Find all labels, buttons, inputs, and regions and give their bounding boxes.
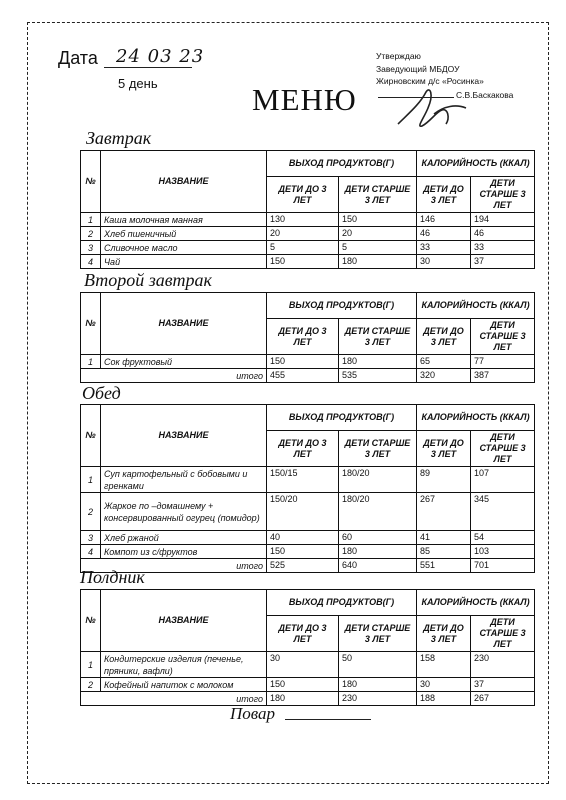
col-calories-over3: ДЕТИ СТАРШЕ 3 ЛЕТ (471, 431, 535, 467)
output-over3: 60 (339, 531, 417, 545)
col-name-header: НАЗВАНИЕ (101, 405, 267, 467)
section-snack-title: Полдник (80, 567, 145, 587)
calories-over3: 46 (471, 227, 535, 241)
col-num-header: № (81, 293, 101, 355)
dish-name: Чай (101, 255, 267, 269)
row-number: 1 (81, 213, 101, 227)
cook-label: Повар (230, 704, 276, 723)
dish-name: Сок фруктовый (101, 355, 267, 369)
calories-under3: 267 (417, 493, 471, 531)
total-output-under3: 525 (267, 559, 339, 573)
date-underline (104, 67, 192, 68)
calories-over3: 230 (471, 652, 535, 678)
col-calories-header: КАЛОРИЙНОСТЬ (ККАЛ) (417, 293, 535, 319)
table-row (81, 531, 535, 545)
table-row (81, 652, 535, 678)
dish-name: Каша молочная манная (101, 213, 267, 227)
row-number: 4 (81, 255, 101, 269)
total-calories-under3: 551 (417, 559, 471, 573)
total-label: итого (81, 559, 267, 573)
calories-over3: 107 (471, 467, 535, 493)
dish-name: Кофейный напиток с молоком (101, 678, 267, 692)
day-label: 5 день (118, 76, 158, 91)
table-row (81, 355, 535, 369)
col-output-header: ВЫХОД ПРОДУКТОВ(Г) (267, 293, 417, 319)
second-breakfast-table (80, 292, 535, 383)
col-num-header: № (81, 590, 101, 652)
row-number: 3 (81, 241, 101, 255)
row-number: 2 (81, 227, 101, 241)
page-title: МЕНЮ (252, 82, 357, 117)
output-over3: 180/20 (339, 467, 417, 493)
section-lunch-title: Обед (82, 383, 121, 403)
output-under3: 150 (267, 255, 339, 269)
calories-over3: 103 (471, 545, 535, 559)
row-number: 1 (81, 467, 101, 493)
dish-name: Сливочное масло (101, 241, 267, 255)
output-under3: 150/15 (267, 467, 339, 493)
total-calories-over3: 387 (471, 369, 535, 383)
calories-over3: 345 (471, 493, 535, 531)
table-row (81, 255, 535, 269)
col-output-over3: ДЕТИ СТАРШЕ 3 ЛЕТ (339, 319, 417, 355)
calories-under3: 65 (417, 355, 471, 369)
col-calories-under3: ДЕТИ ДО 3 ЛЕТ (417, 319, 471, 355)
row-number: 2 (81, 493, 101, 531)
col-name-header: НАЗВАНИЕ (101, 293, 267, 355)
row-number: 1 (81, 355, 101, 369)
calories-under3: 41 (417, 531, 471, 545)
dish-name: Компот из с/фруктов (101, 545, 267, 559)
total-output-over3: 640 (339, 559, 417, 573)
calories-under3: 46 (417, 227, 471, 241)
col-output-header: ВЫХОД ПРОДУКТОВ(Г) (267, 151, 417, 177)
section-breakfast-title: Завтрак (86, 128, 152, 148)
col-num-header: № (81, 151, 101, 213)
col-calories-over3: ДЕТИ СТАРШЕ 3 ЛЕТ (471, 177, 535, 213)
output-over3: 180 (339, 355, 417, 369)
output-under3: 30 (267, 652, 339, 678)
total-output-over3: 535 (339, 369, 417, 383)
section-second-breakfast-title: Второй завтрак (84, 270, 212, 290)
calories-under3: 30 (417, 678, 471, 692)
col-calories-over3: ДЕТИ СТАРШЕ 3 ЛЕТ (471, 616, 535, 652)
dish-name: Жаркое по –домашнему + консервированный огурец (помидор) (101, 493, 267, 531)
calories-over3: 54 (471, 531, 535, 545)
output-over3: 5 (339, 241, 417, 255)
output-over3: 180 (339, 678, 417, 692)
table-row (81, 227, 535, 241)
calories-over3: 37 (471, 678, 535, 692)
calories-under3: 146 (417, 213, 471, 227)
output-over3: 180 (339, 255, 417, 269)
col-name-header: НАЗВАНИЕ (101, 151, 267, 213)
output-over3: 50 (339, 652, 417, 678)
total-calories-under3: 320 (417, 369, 471, 383)
table-row (81, 241, 535, 255)
col-calories-header: КАЛОРИЙНОСТЬ (ККАЛ) (417, 590, 535, 616)
col-calories-header: КАЛОРИЙНОСТЬ (ККАЛ) (417, 151, 535, 177)
total-row (81, 692, 535, 706)
approval-line-1: Утверждаю (376, 51, 421, 61)
table-row (81, 493, 535, 531)
dish-name: Хлеб ржаной (101, 531, 267, 545)
col-output-over3: ДЕТИ СТАРШЕ 3 ЛЕТ (339, 431, 417, 467)
output-under3: 150/20 (267, 493, 339, 531)
total-calories-over3: 701 (471, 559, 535, 573)
row-number: 1 (81, 652, 101, 678)
total-output-over3: 230 (339, 692, 417, 706)
calories-over3: 194 (471, 213, 535, 227)
calories-under3: 158 (417, 652, 471, 678)
table-row (81, 545, 535, 559)
calories-over3: 33 (471, 241, 535, 255)
table-row (81, 467, 535, 493)
col-output-over3: ДЕТИ СТАРШЕ 3 ЛЕТ (339, 616, 417, 652)
output-under3: 5 (267, 241, 339, 255)
output-under3: 40 (267, 531, 339, 545)
lunch-table (80, 404, 535, 573)
snack-table (80, 589, 535, 706)
col-output-under3: ДЕТИ ДО 3 ЛЕТ (267, 177, 339, 213)
dish-name: Суп картофельный с бобовыми и гренками (101, 467, 267, 493)
col-output-header: ВЫХОД ПРОДУКТОВ(Г) (267, 405, 417, 431)
col-num-header: № (81, 405, 101, 467)
output-under3: 150 (267, 545, 339, 559)
total-calories-under3: 188 (417, 692, 471, 706)
col-calories-header: КАЛОРИЙНОСТЬ (ККАЛ) (417, 405, 535, 431)
table-row (81, 213, 535, 227)
total-label: итого (81, 369, 267, 383)
calories-over3: 77 (471, 355, 535, 369)
dish-name: Кондитерские изделия (печенье, пряники, вафли) (101, 652, 267, 678)
cook-signature-line (285, 719, 371, 720)
table-row (81, 678, 535, 692)
total-label: итого (81, 692, 267, 706)
date-value: 24 03 23 (116, 46, 205, 67)
output-over3: 150 (339, 213, 417, 227)
approval-signer: С.В.Баскакова (456, 90, 514, 100)
calories-under3: 85 (417, 545, 471, 559)
output-over3: 20 (339, 227, 417, 241)
col-output-under3: ДЕТИ ДО 3 ЛЕТ (267, 616, 339, 652)
col-calories-under3: ДЕТИ ДО 3 ЛЕТ (417, 616, 471, 652)
calories-under3: 33 (417, 241, 471, 255)
row-number: 2 (81, 678, 101, 692)
calories-under3: 30 (417, 255, 471, 269)
output-over3: 180 (339, 545, 417, 559)
total-output-under3: 455 (267, 369, 339, 383)
output-under3: 150 (267, 678, 339, 692)
breakfast-table (80, 150, 535, 269)
col-calories-over3: ДЕТИ СТАРШЕ 3 ЛЕТ (471, 319, 535, 355)
total-row (81, 369, 535, 383)
total-calories-over3: 267 (471, 692, 535, 706)
total-row (81, 559, 535, 573)
calories-under3: 89 (417, 467, 471, 493)
dish-name: Хлеб пшеничный (101, 227, 267, 241)
col-output-over3: ДЕТИ СТАРШЕ 3 ЛЕТ (339, 177, 417, 213)
total-output-under3: 180 (267, 692, 339, 706)
signature-scribble (390, 84, 470, 132)
row-number: 3 (81, 531, 101, 545)
col-output-under3: ДЕТИ ДО 3 ЛЕТ (267, 319, 339, 355)
approval-block (376, 50, 484, 88)
row-number: 4 (81, 545, 101, 559)
col-output-under3: ДЕТИ ДО 3 ЛЕТ (267, 431, 339, 467)
output-under3: 130 (267, 213, 339, 227)
output-over3: 180/20 (339, 493, 417, 531)
col-output-header: ВЫХОД ПРОДУКТОВ(Г) (267, 590, 417, 616)
col-calories-under3: ДЕТИ ДО 3 ЛЕТ (417, 431, 471, 467)
output-under3: 150 (267, 355, 339, 369)
output-under3: 20 (267, 227, 339, 241)
col-name-header: НАЗВАНИЕ (101, 590, 267, 652)
calories-over3: 37 (471, 255, 535, 269)
date-label: Дата (58, 48, 98, 68)
approval-line-2: Заведующий МБДОУ (376, 63, 460, 74)
col-calories-under3: ДЕТИ ДО 3 ЛЕТ (417, 177, 471, 213)
approval-line-3: Жирновским д/с «Росинка» (376, 76, 484, 87)
